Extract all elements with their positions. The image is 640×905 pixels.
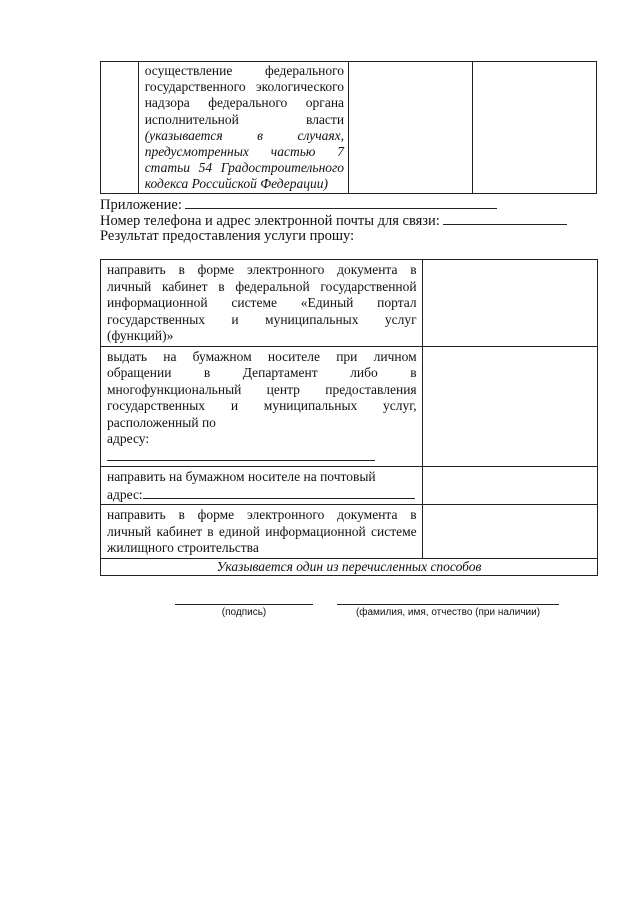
option-2-text: выдать на бумажном носителе при личном обращении в Департамент либо в многофункциональный центр предоставления государственных и муниципальных услуг, расположенный по: [107, 348, 417, 430]
number-cell: [101, 62, 139, 194]
description-cell: [138, 62, 348, 194]
signature-line[interactable]: [175, 604, 313, 605]
contact-label: Номер телефона и адрес электронной почты для связи:: [100, 213, 440, 229]
description-text: осуществление федерального государственного экологического надзора федерального органа исполнительной власти: [144, 63, 345, 127]
table-row: [101, 505, 598, 559]
option-4-mark-cell[interactable]: [422, 505, 597, 559]
option-text-cell: [101, 346, 423, 467]
contact-field[interactable]: [443, 211, 567, 225]
result-label: Результат предоставления услуги прошу:: [100, 228, 355, 244]
option-1-text: направить в форме электронного документа в личный кабинет в федеральной государственной информационной системе «Единый портал государственных и муниципальных услуг (функций)»: [107, 262, 417, 343]
table-row: [101, 260, 598, 347]
option-text-cell: [101, 467, 423, 505]
table-row: [101, 346, 598, 467]
appendix-field[interactable]: [185, 195, 497, 209]
options-note: Указывается один из перечисленных способов: [101, 558, 598, 575]
value-cell[interactable]: [349, 62, 473, 194]
option-3-address-field[interactable]: [143, 486, 415, 499]
appendix-label: Приложение:: [100, 197, 182, 213]
result-options-table: [100, 259, 598, 576]
option-4-text: направить в форме электронного документа в личный кабинет в единой информационной системе жилищного строительства: [107, 507, 417, 555]
option-text-cell: [101, 260, 423, 347]
option-3-mark-cell[interactable]: [422, 467, 597, 505]
signature-caption: (подпись): [221, 607, 267, 618]
option-1-mark-cell[interactable]: [422, 260, 597, 347]
top-table-fragment: [100, 61, 597, 194]
option-3-tail: адрес:: [107, 486, 143, 502]
table-row: [101, 62, 597, 194]
table-row: [101, 558, 598, 575]
value-cell[interactable]: [473, 62, 597, 194]
description-note: (указывается в случаях, предусмотренных частью 7 статьи 54 Градостроительного кодекса Российской Федерации): [144, 127, 345, 192]
option-2-mark-cell[interactable]: [422, 346, 597, 467]
option-3-text: направить на бумажном носителе на почтовый: [107, 469, 376, 484]
fullname-line[interactable]: [337, 604, 559, 605]
table-row: [101, 467, 598, 505]
option-2-address-field[interactable]: [107, 448, 375, 461]
option-2-tail: адресу:: [107, 431, 150, 446]
fullname-caption: (фамилия, имя, отчество (при наличии): [355, 607, 541, 618]
option-text-cell: [101, 505, 423, 559]
